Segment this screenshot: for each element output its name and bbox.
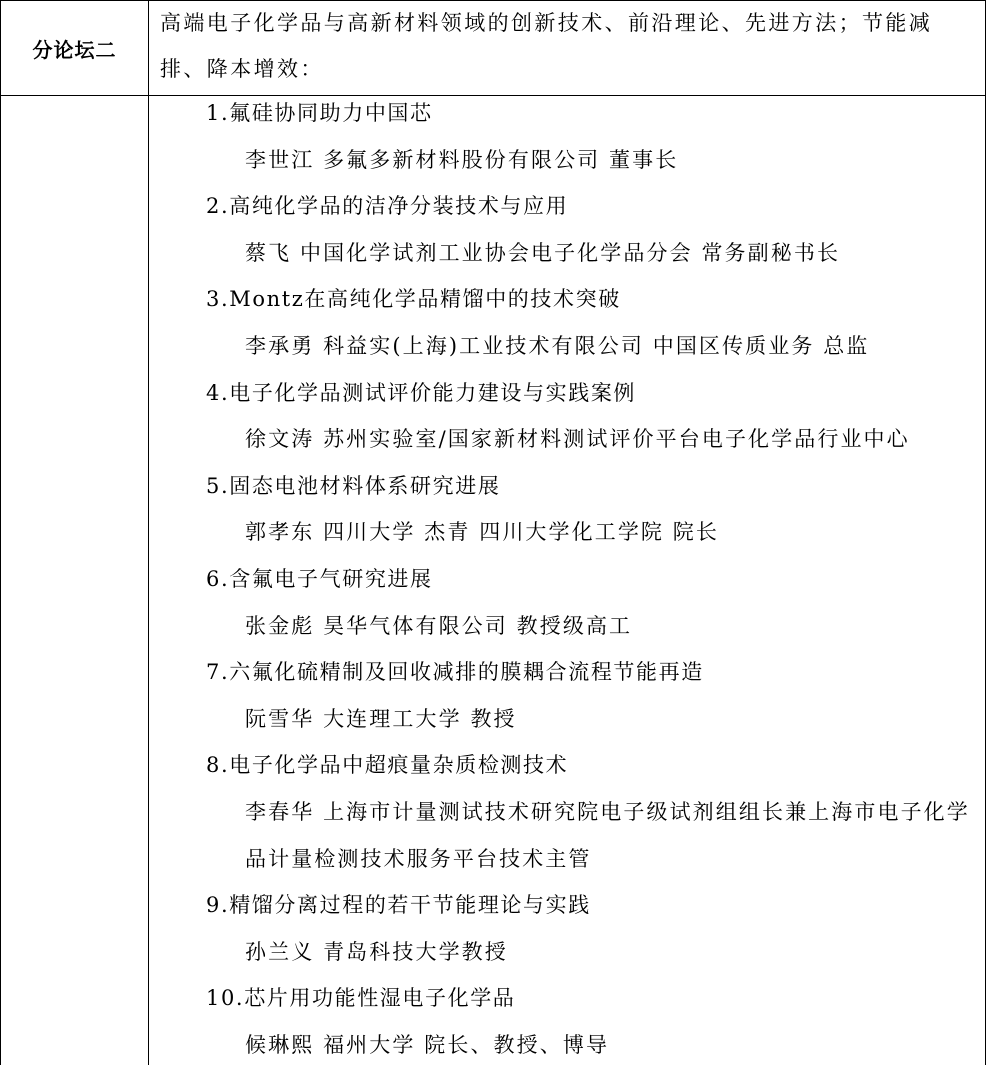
talk-title: 4.电子化学品测试评价能力建设与实践案例 bbox=[206, 380, 637, 405]
talk-item bbox=[206, 90, 981, 183]
talk-item bbox=[206, 742, 981, 882]
talk-speaker: 徐文涛 苏州实验室/国家新材料测试评价平台电子化学品行业中心 bbox=[245, 427, 910, 452]
talk-speaker: 孙兰义 青岛科技大学教授 bbox=[245, 939, 508, 964]
table-border-left bbox=[0, 0, 1, 1065]
talk-item bbox=[206, 556, 981, 649]
talk-item bbox=[206, 370, 981, 463]
talk-item bbox=[206, 276, 981, 369]
table-border-middle bbox=[148, 0, 149, 1065]
talk-item bbox=[206, 649, 981, 742]
talk-item bbox=[206, 183, 981, 276]
talk-speaker: 蔡飞 中国化学试剂工业协会电子化学品分会 常务副秘书长 bbox=[245, 240, 841, 265]
talk-item bbox=[206, 463, 981, 556]
talk-title: 9.精馏分离过程的若干节能理论与实践 bbox=[206, 893, 591, 918]
talk-title: 10.芯片用功能性湿电子化学品 bbox=[206, 986, 516, 1011]
talk-speaker: 张金彪 昊华气体有限公司 教授级高工 bbox=[245, 613, 633, 638]
talk-title: 3.Montz在高纯化学品精馏中的技术突破 bbox=[206, 287, 621, 312]
talk-title: 2.高纯化学品的洁净分装技术与应用 bbox=[206, 194, 569, 219]
talk-speaker: 李承勇 科益实(上海)工业技术有限公司 中国区传质业务 总监 bbox=[245, 333, 870, 358]
talk-title: 5.固态电池材料体系研究进展 bbox=[206, 473, 501, 498]
talk-title: 7.六氟化硫精制及回收减排的膜耦合流程节能再造 bbox=[206, 660, 704, 685]
talk-speaker: 郭孝东 四川大学 杰青 四川大学化工学院 院长 bbox=[245, 520, 719, 545]
forum-label: 分论坛二 bbox=[32, 37, 117, 62]
talk-speaker: 李春华 上海市计量测试技术研究院电子级试剂组组长兼上海市电子化学品计量检测技术服务平台技术主管 bbox=[245, 799, 970, 871]
talk-title: 6.含氟电子气研究进展 bbox=[206, 566, 433, 591]
talk-speaker: 李世江 多氟多新材料股份有限公司 董事长 bbox=[245, 147, 679, 172]
talk-speaker: 候琳熙 福州大学 院长、教授、博导 bbox=[245, 1032, 610, 1057]
talk-item bbox=[206, 882, 981, 975]
talk-title: 8.电子化学品中超痕量杂质检测技术 bbox=[206, 753, 569, 778]
talk-list bbox=[206, 90, 981, 1068]
talk-item bbox=[206, 975, 981, 1068]
talk-title: 1.氟硅协同助力中国芯 bbox=[206, 101, 433, 125]
forum-topic: 高端电子化学品与高新材料领域的创新技术、前沿理论、先进方法；节能减排、降本增效： bbox=[160, 11, 933, 81]
talk-speaker: 阮雪华 大连理工大学 教授 bbox=[245, 706, 517, 731]
